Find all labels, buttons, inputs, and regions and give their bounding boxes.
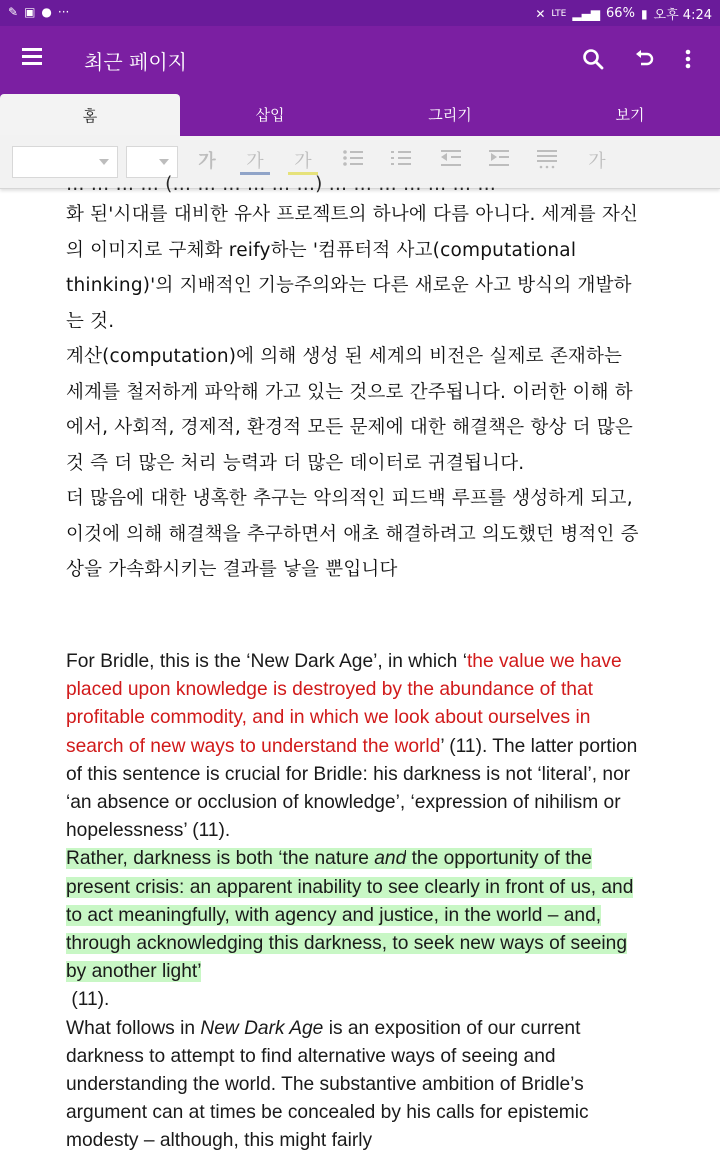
pencil-icon: ✎ [8, 5, 19, 19]
english-quote-block[interactable] [66, 648, 646, 1156]
english-paragraph-1 [66, 648, 646, 845]
text-run: What follows in [66, 1017, 201, 1039]
highlight-icon[interactable]: 가 [288, 148, 318, 175]
english-paragraph-3 [66, 1015, 646, 1156]
bold-icon[interactable]: 가 [198, 151, 216, 172]
highlight-run: Rather, darkness is both ‘the nature [66, 848, 375, 870]
battery-percent: 66% [606, 6, 635, 21]
korean-paragraph-1: 화 된'시대를 대비한 유사 프로젝트의 하나에 다름 아니다. 세계를 자신의 이미지로 구체화 reify하는 '컴퓨터적 사고(computational thinking)'의 지배적인 기능주의와는 다른 새로운 사고 방식의 개발하는 것. [66, 204, 639, 332]
tab-home[interactable]: 홈 [0, 94, 180, 136]
korean-translation-block[interactable] [66, 174, 646, 588]
ribbon-tabs [0, 92, 720, 136]
status-bar [0, 0, 720, 26]
network-label: LTE [551, 8, 567, 19]
more-vert-icon[interactable] [671, 42, 705, 76]
hamburger-menu-icon[interactable] [22, 44, 52, 74]
highlight-emphasis: and [374, 848, 407, 870]
chat-icon: ● [41, 5, 52, 19]
text-run: is an exposition of our current darkness to attempt to find alternative ways of seeing and understanding the world. The substantive ambition of Bridle’s argument can at times be concealed by his calls for epistemic modesty – although, this might fairly [66, 1017, 589, 1152]
quoted-text-red: the value we have placed upon knowledge is destroyed by the abundance of that profitable commodity, and in which we look about ourselves in search of new ways to understand the world [66, 651, 622, 757]
tab-insert[interactable]: 삽입 [255, 105, 285, 124]
korean-paragraph-2: 계산(computation)에 의해 생성 된 세계의 비전은 실제로 존재하는 세계를 철저하게 파악해 가고 있는 것으로 간주됩니다. 이러한 이해 하에서, 사회적, 경제적, 환경적 모든 문제에 대한 해결책은 항상 더 많은 것 즉 더 많은 처리 능력과 더 많은 데이터로 귀결됩니다. [66, 346, 633, 474]
image-icon: ▣ [24, 5, 36, 19]
search-icon[interactable] [576, 42, 610, 76]
book-title: New Dark Age [200, 1017, 324, 1039]
highlight-run: the opportunity of the present crisis: an apparent inability to see clearly in front of us, and to act meaningfully, with agency and justice, in the world – and, through acknowledging this darkness, to seek new ways of seeing by another light’ [66, 848, 634, 983]
battery-icon: ▮ [640, 6, 648, 21]
note-page[interactable] [0, 174, 720, 1152]
clear-formatting-icon[interactable]: 가 [588, 151, 606, 172]
undo-icon[interactable] [627, 42, 661, 76]
text-run: For Bridle, this is the ‘New Dark Age’, in which ‘ [66, 651, 467, 672]
korean-paragraph-3: 더 많음에 대한 냉혹한 추구는 악의적인 피드백 루프를 생성하게 되고, 이것에 의해 해결책을 추구하면서 애초 해결하려고 의도했던 병적인 증상을 가속화시키는 결과를 낳을 뿐입니다 [66, 488, 639, 580]
text-run: ’ (11). The latter portion of this sentence is crucial for Bridle: his darkness is not ‘literal’, nor ‘an absence or occlusion of knowledge’, ‘expression of nihilism or hopelessness’ (11). [66, 735, 638, 842]
clipped-line: … … … … (… … … … … …) … … … … … … … [66, 174, 497, 195]
more-dots-icon: ··· [57, 5, 70, 19]
mute-icon: ✕ [535, 6, 546, 21]
tab-view[interactable]: 보기 [615, 105, 645, 124]
tab-draw[interactable]: 그리기 [428, 105, 472, 124]
clock: 오후 4:24 [653, 8, 712, 23]
citation-line: (11). [66, 989, 110, 1011]
app-bar [0, 26, 720, 92]
align-icon[interactable] [532, 148, 562, 178]
page-title: 최근 페이지 [84, 50, 187, 74]
highlighted-paragraph [66, 845, 646, 986]
signal-icon: ▂▄▆ [572, 6, 601, 21]
underline-icon[interactable]: 가 [240, 148, 270, 175]
